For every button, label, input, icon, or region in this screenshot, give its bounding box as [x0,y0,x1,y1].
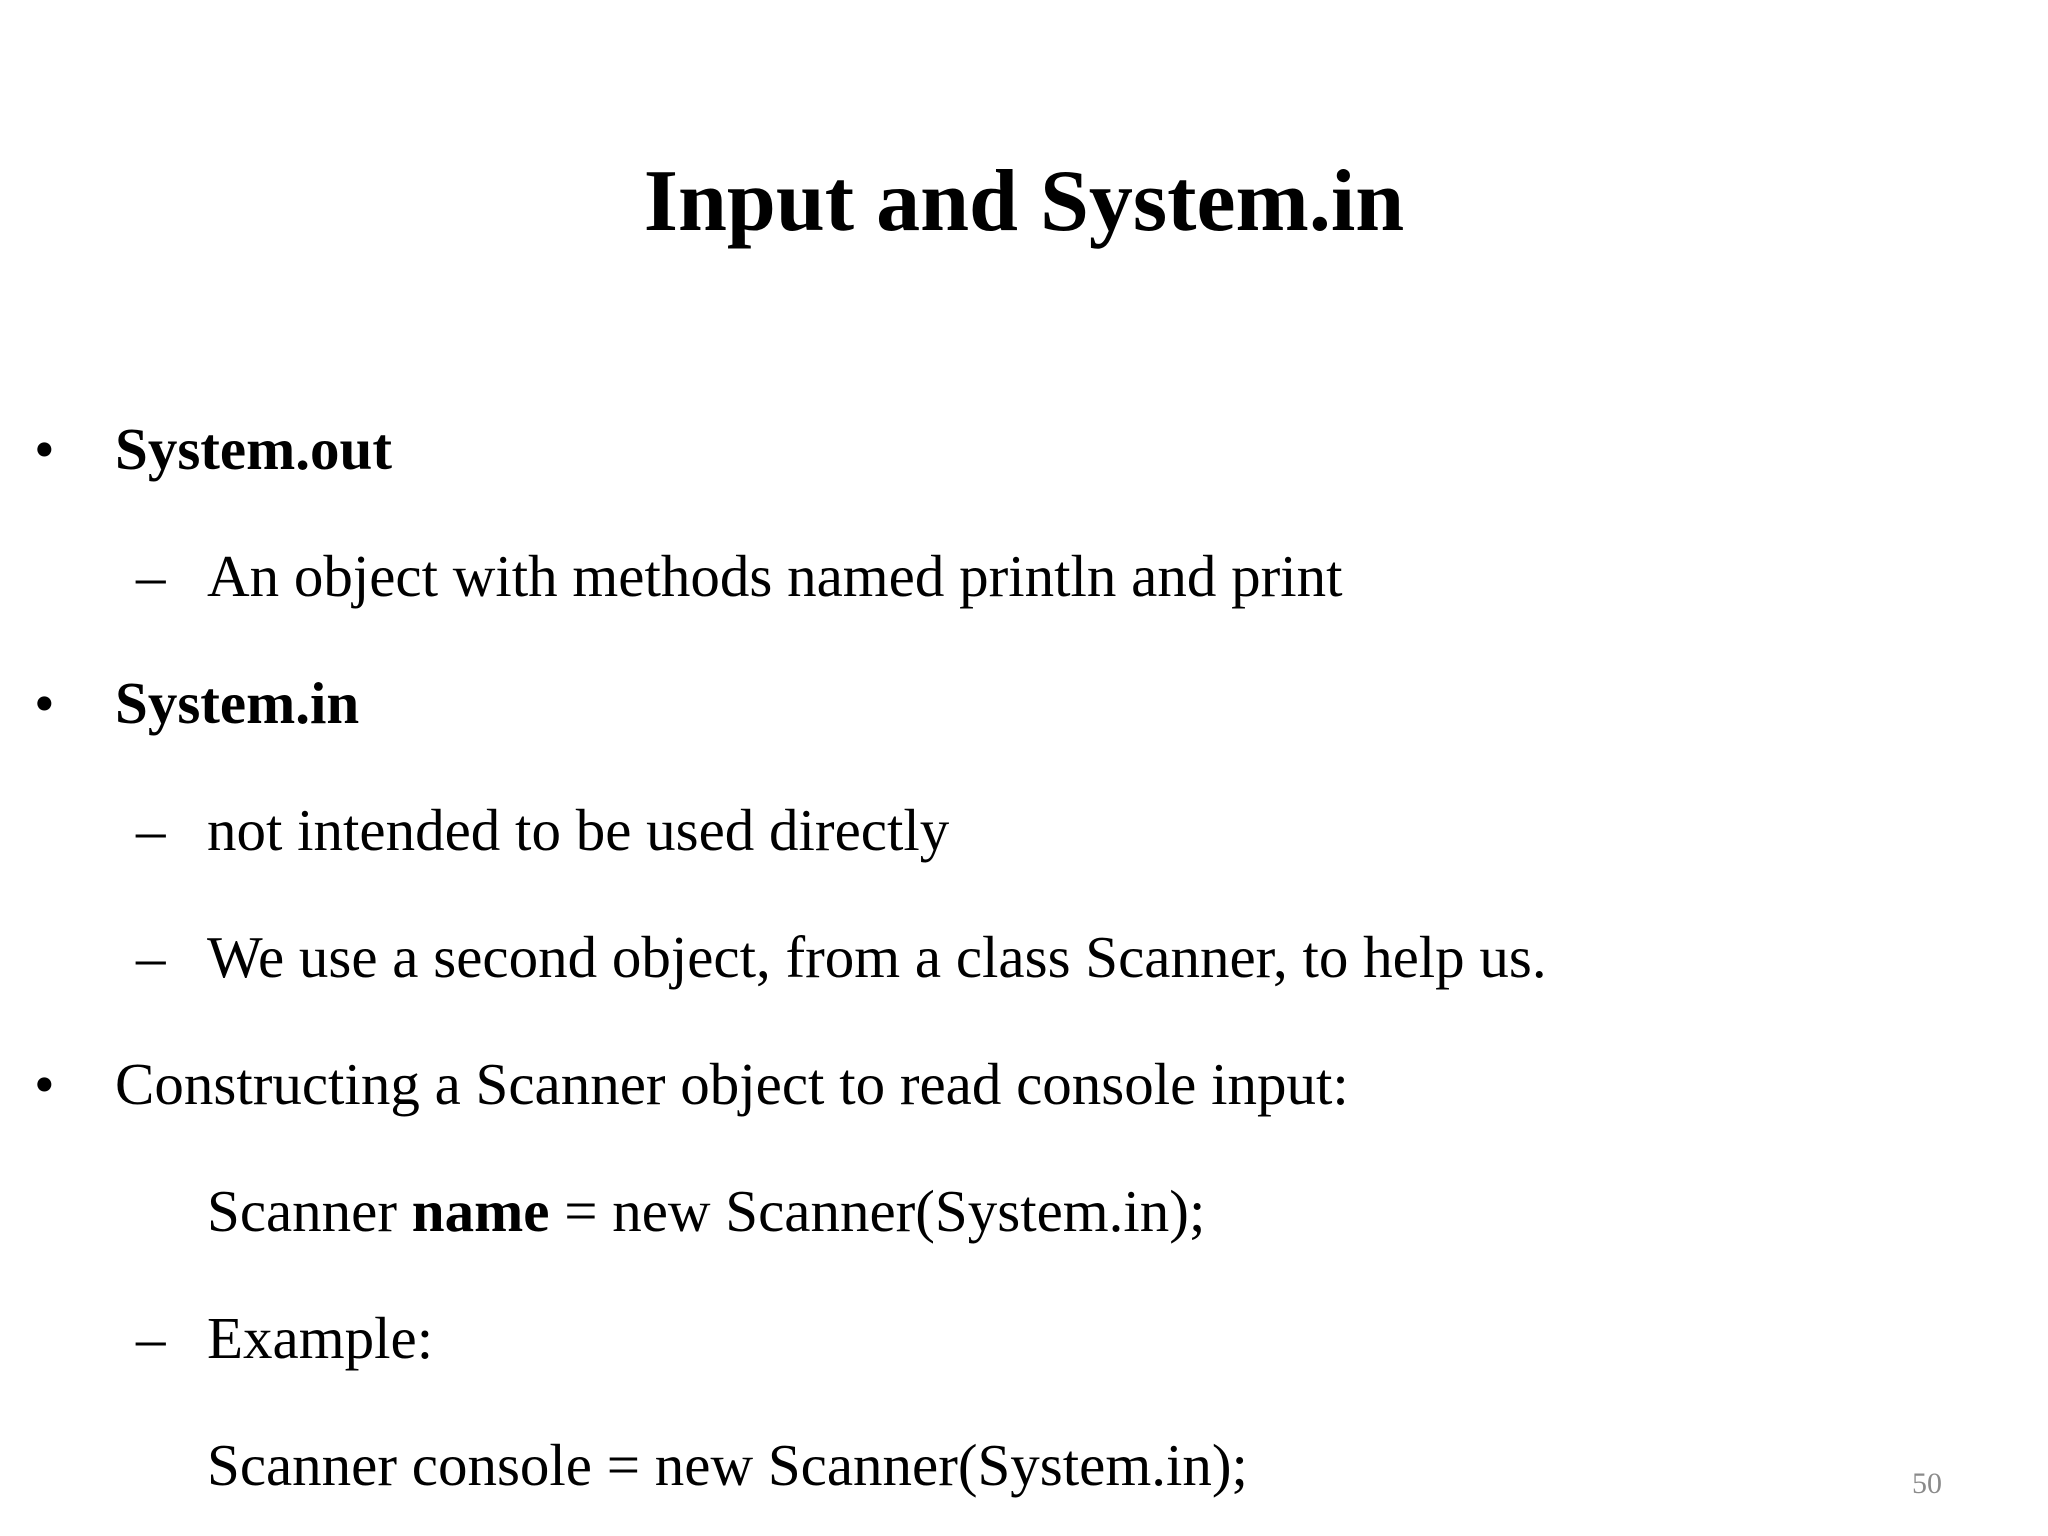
sub-bullet-println: An object with methods named println and print [207,543,1343,609]
code-scanner-name [207,1175,1205,1247]
bullet-marker: • [34,1051,55,1117]
code-text-before: Scanner [207,1178,412,1244]
bullet-system-out: System.out [115,416,392,482]
code-text-bold-name: name [411,1178,550,1244]
sub-bullet-scanner-helper: We use a second object, from a class Scanner, to help us. [207,924,1547,990]
bullet-marker: • [34,416,55,482]
bullet-marker: • [34,670,55,736]
dash-marker: – [136,543,166,609]
sub-bullet-example: Example: [207,1305,434,1371]
slide-title: Input and System.in [643,153,1405,250]
dash-marker: – [136,924,166,990]
bullet-system-in: System.in [115,670,360,736]
sub-bullet-not-direct: not intended to be used directly [207,797,950,863]
code-scanner-console: Scanner console = new Scanner(System.in); [207,1432,1248,1498]
bullet-constructing-scanner: Constructing a Scanner object to read console input: [115,1051,1349,1117]
page-number: 50 [1912,1467,1942,1500]
dash-marker: – [136,797,166,863]
code-text-after: = new Scanner(System.in); [549,1178,1206,1244]
dash-marker: – [136,1305,166,1371]
